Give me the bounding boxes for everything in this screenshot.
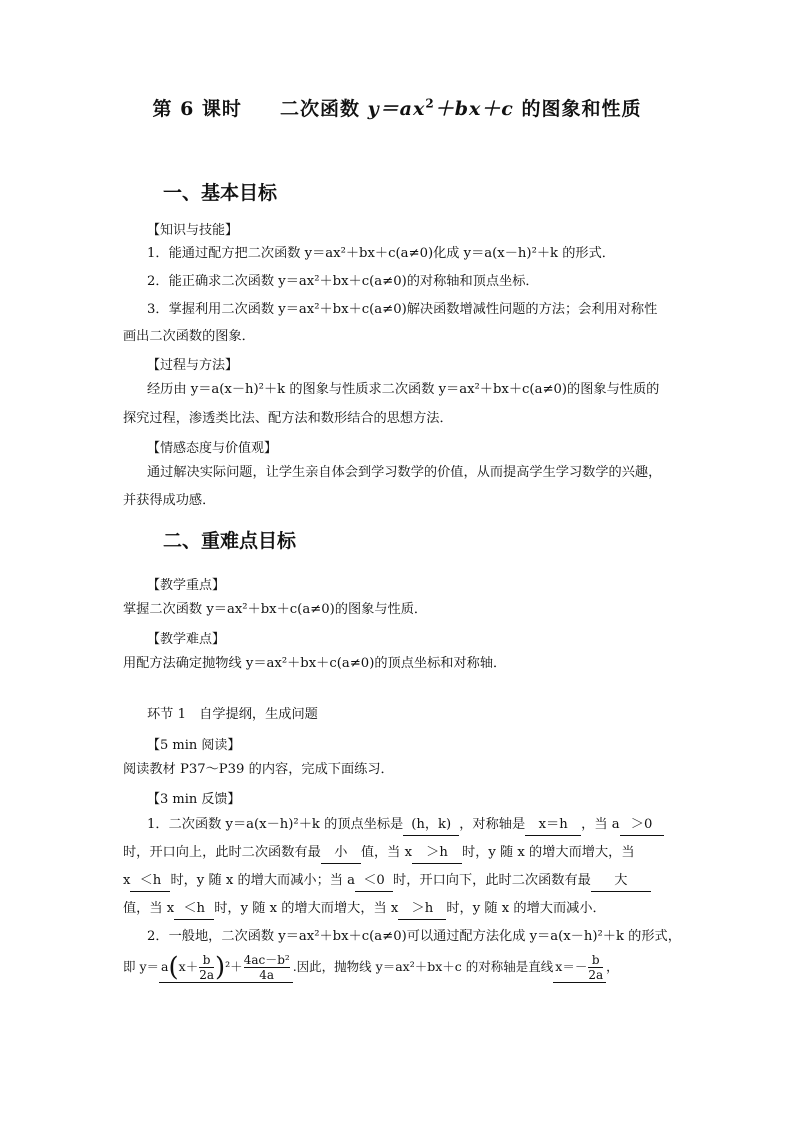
section-heading-key: 二、重难点目标 (163, 530, 297, 552)
stage-title: 环节 1 自学提纲，生成问题 (147, 707, 318, 722)
paren-right-icon: ) (215, 952, 226, 983)
q1-line-4: 值，当 x ＜h 时，y 随 x 的增大而增大，当 x ＞h 时，y 随 x 的增大而减小． (123, 899, 606, 920)
read-instruction: 阅读教材 P37～P39 的内容，完成下面练习． (123, 762, 394, 777)
blank-x-lt-h: ＜h (130, 871, 170, 892)
q2-line-1: 2．一般地，二次函数 y＝ax²＋bx＋c(a≠0)可以通过配方法化成 y＝a(x－h)²＋k 的形式， (147, 929, 681, 944)
emotion-text-2: 并获得成功感． (123, 493, 216, 508)
blank-a-negative: ＜0 (355, 871, 393, 892)
label-difficulty: 【教学难点】 (147, 632, 226, 647)
label-knowledge: 【知识与技能】 (147, 223, 239, 238)
lesson-number: 第 6 课时 (152, 98, 242, 120)
key-point-text: 掌握二次函数 y＝ax²＋bx＋c(a≠0)的图象与性质． (123, 602, 428, 617)
label-read: 【5 min 阅读】 (147, 738, 241, 753)
fraction-b-over-2a: $\frac{b}{2a}$ (199, 953, 215, 982)
title-formula-y: y＝ax (367, 98, 426, 120)
section-heading-basic: 一、基本目标 (163, 182, 278, 204)
blank-axis: x＝h (525, 815, 581, 836)
label-feedback: 【3 min 反馈】 (147, 792, 241, 807)
process-text-2: 探究过程，渗透类比法、配方法和数形结合的思想方法． (123, 411, 453, 426)
blank-x-gt-h: ＞h (412, 843, 462, 864)
title-topic: 二次函数 (280, 98, 361, 120)
fraction-constant-term: $\frac{\text{4ac－b²}}{4a}$ (243, 953, 290, 982)
blank-max: 大 (591, 871, 651, 892)
q2-line-2: 即 y＝ a(x＋ $\frac{b}{2a}$ )²＋ $\frac{\text{4ac－b²}}{4a}$ .因此，抛物线 y＝ax²＋bx＋c 的对称轴是直线 x＝－ $\frac{b}{2a}$ ， (123, 952, 619, 983)
blank-coefficient-a: a(x＋ $\frac{b}{2a}$ )²＋ $\frac{\text{4ac－b²}}{4a}$ (159, 953, 293, 983)
knowledge-item-1: 1．能通过配方把二次函数 y＝ax²＋bx＋c(a≠0)化成 y＝a(x－h)²＋k 的形式． (147, 246, 615, 261)
blank-a-positive: ＞0 (620, 815, 664, 836)
paren-left-icon: ( (168, 952, 179, 983)
blank-vertex: (h，k) (403, 815, 459, 836)
label-key-point: 【教学重点】 (147, 578, 226, 593)
process-text-1: 经历由 y＝a(x－h)²＋k 的图象与性质求二次函数 y＝ax²＋bx＋c(a≠0)的图象与性质的 (147, 382, 660, 397)
fraction-axis: $\frac{b}{2a}$ (588, 953, 604, 982)
difficulty-text: 用配方法确定抛物线 y＝ax²＋bx＋c(a≠0)的顶点坐标和对称轴． (123, 656, 507, 671)
blank-axis-formula: x＝－ $\frac{b}{2a}$ (553, 953, 606, 983)
emotion-text-1: 通过解决实际问题，让学生亲自体会到学习数学的价值，从而提高学生学习数学的兴趣， (147, 465, 662, 480)
knowledge-item-3b: 画出二次函数的图象． (123, 329, 255, 344)
blank-x-gt-h-2: ＞h (398, 899, 446, 920)
knowledge-item-2: 2．能正确求二次函数 y＝ax²＋bx＋c(a≠0)的对称轴和顶点坐标． (147, 274, 539, 289)
page-title: 第 6 课时 二次函数 $y=ax^2+bx+c$ 的图象和性质 (152, 96, 642, 120)
knowledge-item-3a: 3．掌握利用二次函数 y＝ax²＋bx＋c(a≠0)解决函数增减性问题的方法；会利用对称性 (147, 302, 658, 317)
label-process: 【过程与方法】 (147, 358, 239, 373)
blank-min: 小 (321, 843, 361, 864)
q1-line-1: 1．二次函数 y＝a(x－h)²＋k 的顶点坐标是 (h，k) ，对称轴是 x＝h ，当 a ＞0 (147, 815, 664, 836)
q1-line-3: x ＜h 时，y 随 x 的增大而减小；当 a ＜0 时，开口向下，此时二次函数有最 大 (123, 871, 651, 892)
label-emotion: 【情感态度与价值观】 (147, 441, 278, 456)
title-formula-rest: ＋bx＋c (434, 98, 514, 120)
q1-line-2: 时，开口向上，此时二次函数有最 小 值，当 x ＞h 时，y 随 x 的增大而增大，当 (123, 843, 635, 864)
blank-x-lt-h-2: ＜h (174, 899, 214, 920)
title-suffix: 的图象和性质 (521, 98, 642, 120)
